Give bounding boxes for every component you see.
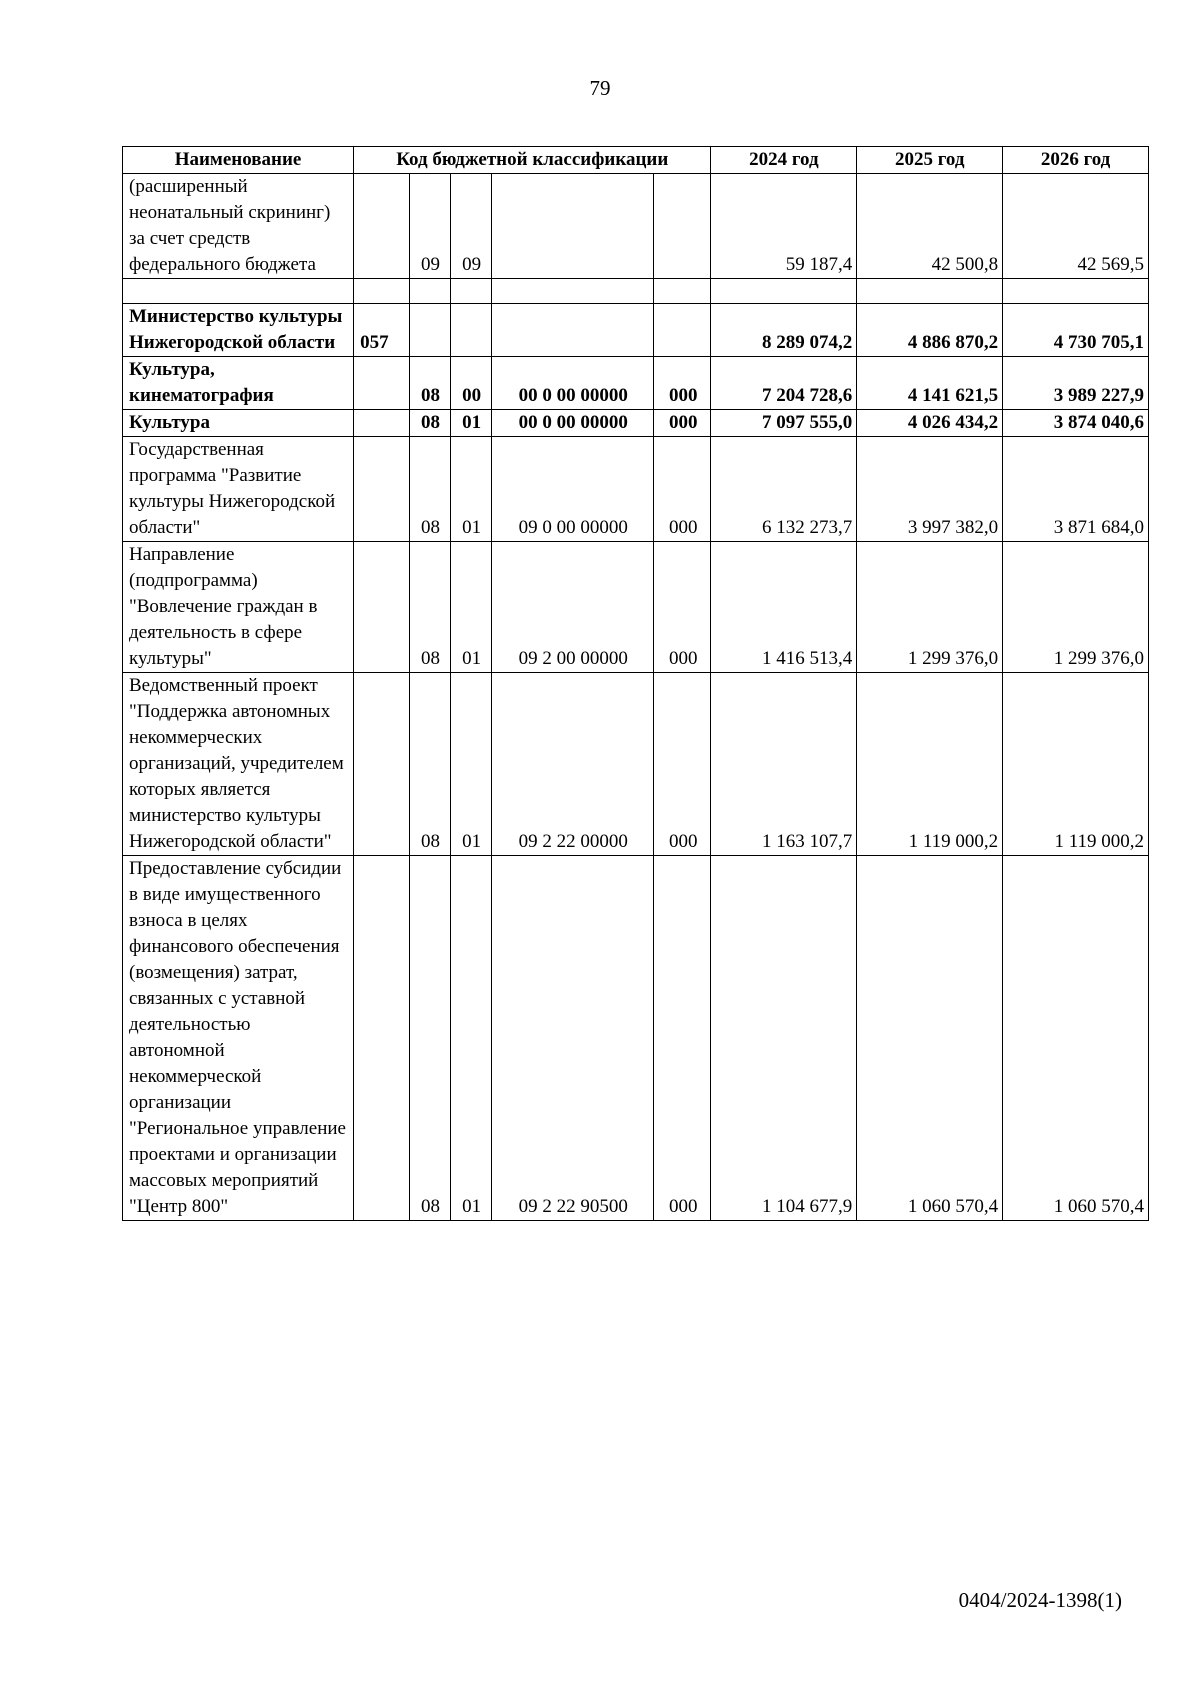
row-2025: 3 997 382,0 <box>857 437 1003 542</box>
row-name: Министерство культуры Нижегородской области <box>123 304 354 357</box>
row-2026: 1 299 376,0 <box>1003 542 1149 673</box>
row-name: (расширенный неонатальный скрининг) за счет средств федерального бюджета <box>123 174 354 279</box>
row-csr: 09 2 00 00000 <box>491 542 653 673</box>
row-csr <box>491 304 653 357</box>
row-vr: 000 <box>653 856 711 1221</box>
row-ved <box>354 410 409 437</box>
document-number: 0404/2024-1398(1) <box>958 1588 1122 1612</box>
table-row <box>123 673 1149 856</box>
row-name: Направление (подпрограмма) "Вовлечение граждан в деятельность в сфере культуры" <box>123 542 354 673</box>
row-2025: 1 299 376,0 <box>857 542 1003 673</box>
row-2025: 4 886 870,2 <box>857 304 1003 357</box>
row-rz <box>409 304 450 357</box>
row-pr <box>450 304 491 357</box>
row-ved <box>354 856 409 1221</box>
row-vr: 000 <box>653 357 711 410</box>
row-2025: 4 026 434,2 <box>857 410 1003 437</box>
row-ved <box>354 174 409 279</box>
row-ved <box>354 673 409 856</box>
row-pr: 01 <box>450 542 491 673</box>
row-2025: 42 500,8 <box>857 174 1003 279</box>
table-row <box>123 304 1149 357</box>
row-csr: 09 0 00 00000 <box>491 437 653 542</box>
header-2024: 2024 год <box>711 147 857 174</box>
row-2026: 1 119 000,2 <box>1003 673 1149 856</box>
row-2024: 1 104 677,9 <box>711 856 857 1221</box>
row-vr <box>653 304 711 357</box>
table-row <box>123 856 1149 1221</box>
header-2026: 2026 год <box>1003 147 1149 174</box>
row-2024: 1 416 513,4 <box>711 542 857 673</box>
row-ved: 057 <box>354 304 409 357</box>
row-rz: 08 <box>409 673 450 856</box>
row-pr: 00 <box>450 357 491 410</box>
row-2025: 1 119 000,2 <box>857 673 1003 856</box>
row-2026: 42 569,5 <box>1003 174 1149 279</box>
table-row <box>123 437 1149 542</box>
row-vr: 000 <box>653 437 711 542</box>
header-2025: 2025 год <box>857 147 1003 174</box>
row-csr: 00 0 00 00000 <box>491 410 653 437</box>
row-2024: 59 187,4 <box>711 174 857 279</box>
row-2026: 1 060 570,4 <box>1003 856 1149 1221</box>
page-number: 79 <box>589 76 611 100</box>
table-row <box>123 174 1149 279</box>
header-code: Код бюджетной классификации <box>354 147 711 174</box>
row-csr: 00 0 00 00000 <box>491 357 653 410</box>
row-pr: 09 <box>450 174 491 279</box>
row-rz: 08 <box>409 437 450 542</box>
row-ved <box>354 437 409 542</box>
table-row <box>123 357 1149 410</box>
row-rz: 08 <box>409 542 450 673</box>
row-ved <box>354 542 409 673</box>
row-rz: 08 <box>409 357 450 410</box>
row-2026: 3 989 227,9 <box>1003 357 1149 410</box>
row-2024: 7 204 728,6 <box>711 357 857 410</box>
row-ved <box>354 357 409 410</box>
row-rz: 09 <box>409 174 450 279</box>
row-2026: 3 871 684,0 <box>1003 437 1149 542</box>
table-header-row <box>123 147 1149 174</box>
row-name: Культура, кинематография <box>123 357 354 410</box>
row-pr: 01 <box>450 673 491 856</box>
row-2026: 3 874 040,6 <box>1003 410 1149 437</box>
row-2026: 4 730 705,1 <box>1003 304 1149 357</box>
row-csr <box>491 174 653 279</box>
row-vr: 000 <box>653 410 711 437</box>
row-pr: 01 <box>450 410 491 437</box>
table-row <box>123 410 1149 437</box>
row-rz: 08 <box>409 410 450 437</box>
row-vr: 000 <box>653 542 711 673</box>
row-vr <box>653 174 711 279</box>
row-2024: 1 163 107,7 <box>711 673 857 856</box>
row-rz: 08 <box>409 856 450 1221</box>
row-vr: 000 <box>653 673 711 856</box>
row-2025: 4 141 621,5 <box>857 357 1003 410</box>
row-2024: 8 289 074,2 <box>711 304 857 357</box>
row-csr: 09 2 22 90500 <box>491 856 653 1221</box>
table-row <box>123 542 1149 673</box>
empty-row <box>123 279 1149 304</box>
row-2024: 6 132 273,7 <box>711 437 857 542</box>
row-csr: 09 2 22 00000 <box>491 673 653 856</box>
row-name: Культура <box>123 410 354 437</box>
row-name: Ведомственный проект "Поддержка автономных некоммерческих организаций, учредителем которых является министерство культуры Нижегородской области" <box>123 673 354 856</box>
row-name: Государственная программа "Развитие культуры Нижегородской области" <box>123 437 354 542</box>
row-name: Предоставление субсидии в виде имущественного взноса в целях финансового обеспечения (возмещения) затрат, связанных с уставной деятельностью автономной некоммерческой организации "Региональное управление проектами и организации массовых мероприятий "Центр 800" <box>123 856 354 1221</box>
budget-table <box>122 146 1149 1221</box>
header-name: Наименование <box>123 147 354 174</box>
row-2025: 1 060 570,4 <box>857 856 1003 1221</box>
row-pr: 01 <box>450 437 491 542</box>
row-2024: 7 097 555,0 <box>711 410 857 437</box>
row-pr: 01 <box>450 856 491 1221</box>
